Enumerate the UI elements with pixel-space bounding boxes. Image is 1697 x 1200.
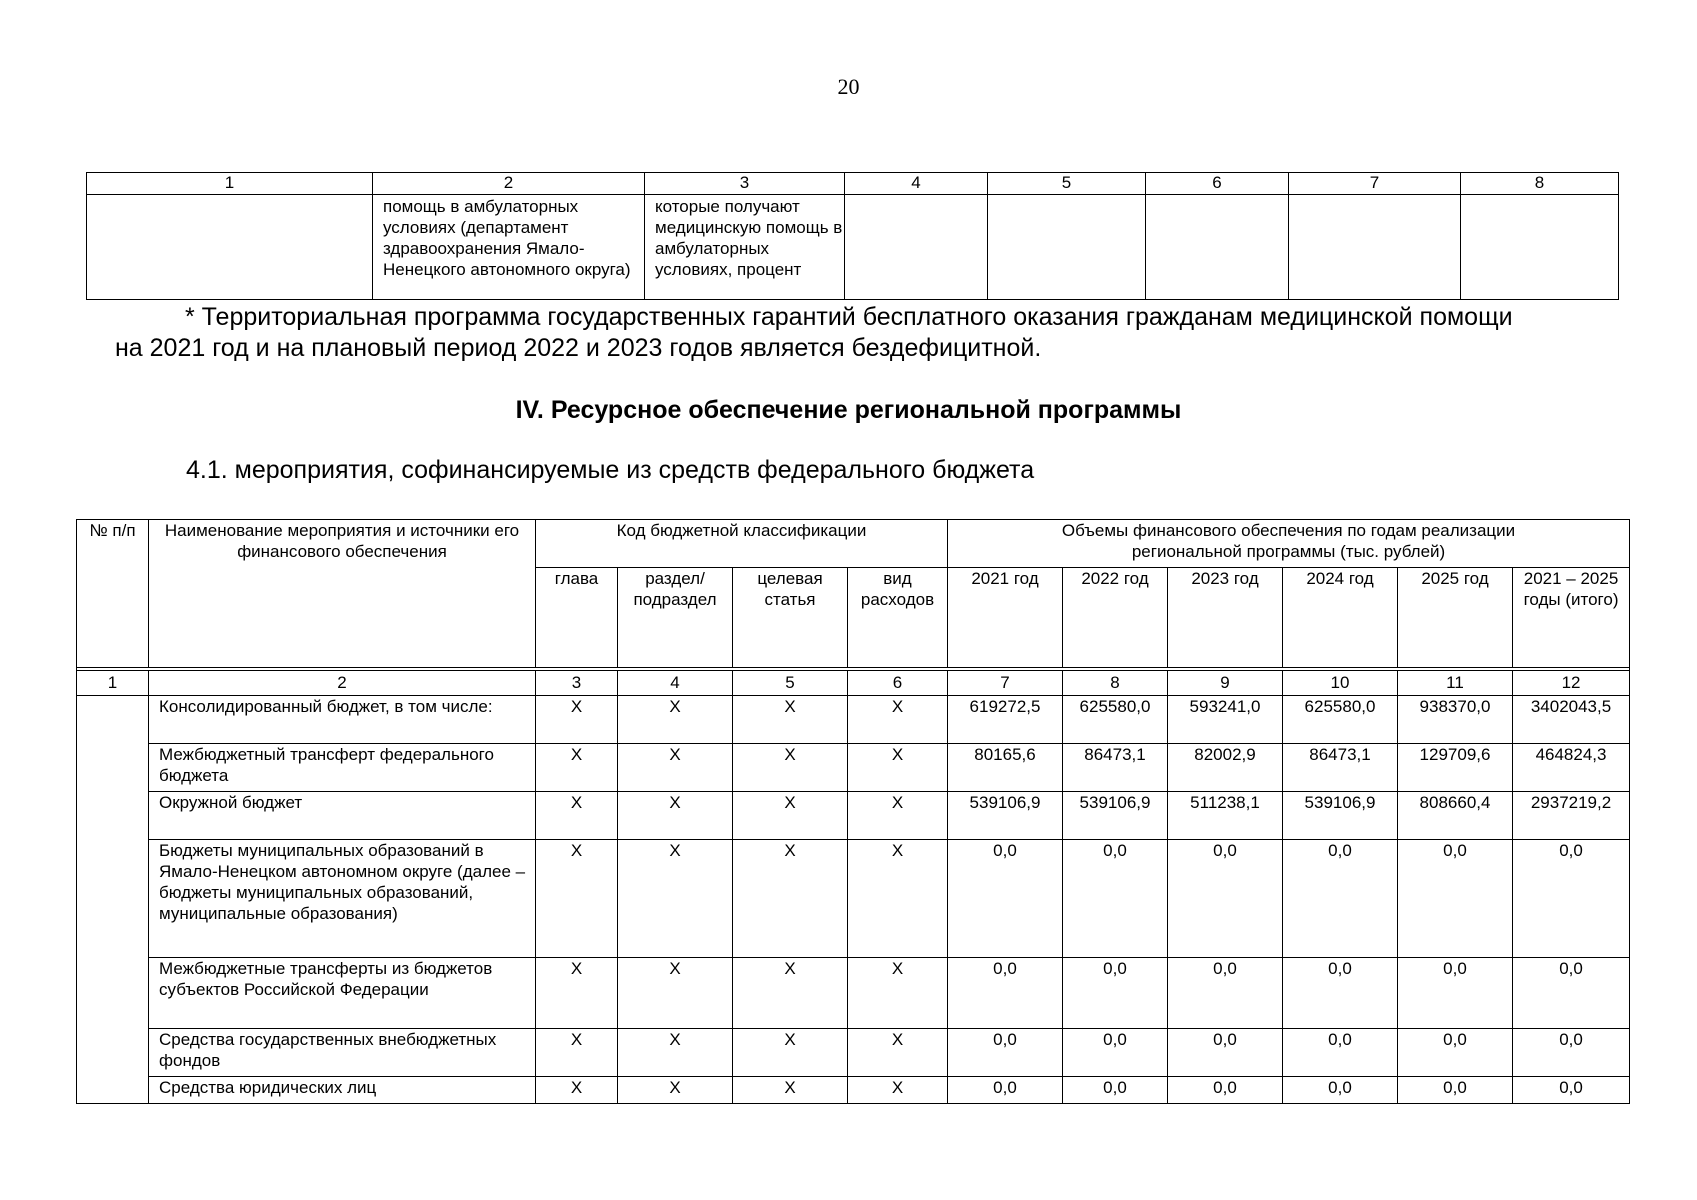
page-number: 20 — [837, 74, 860, 99]
continuation-header-cell: 1 — [87, 173, 373, 195]
continuation-header-cell: 5 — [988, 173, 1146, 195]
value-total-cell: 0,0 — [1513, 1029, 1630, 1077]
continuation-cell-responsible: помощь в амбулаторных условиях (департамент здравоохранения Ямало-Ненецкого автономного округа) — [373, 195, 645, 300]
table-row — [77, 696, 1630, 744]
header-row-1 — [77, 520, 1630, 568]
source-name-cell: Консолидированный бюджет, в том числе: — [149, 696, 536, 744]
value-2021-cell: 80165,6 — [948, 744, 1063, 792]
glava-cell: Х — [536, 840, 618, 958]
value-total-cell: 464824,3 — [1513, 744, 1630, 792]
table-row — [77, 792, 1630, 840]
glava-cell: Х — [536, 1077, 618, 1104]
footnote-line-2: на 2021 год и на плановый период 2022 и 2023 годов является бездефицитной. — [115, 334, 1042, 362]
celevaya-cell: Х — [733, 744, 848, 792]
value-2022-cell: 0,0 — [1063, 840, 1168, 958]
vid-cell: Х — [848, 1077, 948, 1104]
footnote — [115, 302, 1615, 364]
razdel-cell: Х — [618, 744, 733, 792]
value-2021-cell: 0,0 — [948, 840, 1063, 958]
table-row — [77, 958, 1630, 1029]
header-2024: 2024 год — [1283, 567, 1398, 667]
column-number: 1 — [77, 671, 149, 696]
column-number: 7 — [948, 671, 1063, 696]
source-name-cell: Средства государственных внебюджетных фондов — [149, 1029, 536, 1077]
column-number-row — [77, 671, 1630, 696]
value-2023-cell: 0,0 — [1168, 840, 1283, 958]
continuation-table — [86, 172, 1619, 300]
column-number: 4 — [618, 671, 733, 696]
value-2024-cell: 86473,1 — [1283, 744, 1398, 792]
razdel-cell: Х — [618, 792, 733, 840]
value-2025-cell: 938370,0 — [1398, 696, 1513, 744]
source-name-cell: Средства юридических лиц — [149, 1077, 536, 1104]
razdel-cell: Х — [618, 696, 733, 744]
table-row — [77, 840, 1630, 958]
column-number: 3 — [536, 671, 618, 696]
row-number-cell — [77, 696, 149, 1104]
table-row — [77, 744, 1630, 792]
value-2023-cell: 0,0 — [1168, 958, 1283, 1029]
value-2022-cell: 0,0 — [1063, 1077, 1168, 1104]
celevaya-cell: Х — [733, 958, 848, 1029]
razdel-cell: Х — [618, 1077, 733, 1104]
value-total-cell: 0,0 — [1513, 1077, 1630, 1104]
value-2025-cell: 0,0 — [1398, 1077, 1513, 1104]
value-2024-cell: 539106,9 — [1283, 792, 1398, 840]
value-2022-cell: 0,0 — [1063, 1029, 1168, 1077]
value-2022-cell: 539106,9 — [1063, 792, 1168, 840]
value-2021-cell: 0,0 — [948, 1029, 1063, 1077]
value-2021-cell: 0,0 — [948, 958, 1063, 1029]
celevaya-cell: Х — [733, 1077, 848, 1104]
celevaya-cell: Х — [733, 1029, 848, 1077]
value-2023-cell: 0,0 — [1168, 1077, 1283, 1104]
value-2024-cell: 0,0 — [1283, 1077, 1398, 1104]
column-number: 10 — [1283, 671, 1398, 696]
value-2025-cell: 808660,4 — [1398, 792, 1513, 840]
value-total-cell: 0,0 — [1513, 958, 1630, 1029]
value-2024-cell: 0,0 — [1283, 958, 1398, 1029]
value-2022-cell: 86473,1 — [1063, 744, 1168, 792]
razdel-cell: Х — [618, 1029, 733, 1077]
source-name-cell: Межбюджетные трансферты из бюджетов субъектов Российской Федерации — [149, 958, 536, 1029]
value-2022-cell: 625580,0 — [1063, 696, 1168, 744]
value-2021-cell: 539106,9 — [948, 792, 1063, 840]
value-2024-cell: 625580,0 — [1283, 696, 1398, 744]
razdel-cell: Х — [618, 840, 733, 958]
continuation-header-cell: 3 — [645, 173, 845, 195]
header-num: № п/п — [77, 520, 149, 668]
celevaya-cell: Х — [733, 792, 848, 840]
column-number: 5 — [733, 671, 848, 696]
continuation-header-cell: 8 — [1461, 173, 1619, 195]
value-2023-cell: 593241,0 — [1168, 696, 1283, 744]
value-2023-cell: 0,0 — [1168, 1029, 1283, 1077]
header-kbk: Код бюджетной классификации — [536, 520, 948, 568]
column-number: 6 — [848, 671, 948, 696]
vid-cell: Х — [848, 792, 948, 840]
value-2024-cell: 0,0 — [1283, 840, 1398, 958]
continuation-header-cell: 7 — [1289, 173, 1461, 195]
source-name-cell: Бюджеты муниципальных образований в Ямало-Ненецком автономном округе (далее – бюджеты муниципальных образований, муниципальные образования) — [149, 840, 536, 958]
value-2025-cell: 0,0 — [1398, 840, 1513, 958]
glava-cell: Х — [536, 792, 618, 840]
continuation-cell-empty — [988, 195, 1146, 300]
continuation-cell-empty — [1461, 195, 1619, 300]
value-2025-cell: 0,0 — [1398, 1029, 1513, 1077]
value-2025-cell: 0,0 — [1398, 958, 1513, 1029]
header-razdel: раздел/ подраздел — [618, 567, 733, 667]
section-title: IV. Ресурсное обеспечение региональной программы — [515, 396, 1182, 424]
continuation-cell-empty — [1289, 195, 1461, 300]
header-2022: 2022 год — [1063, 567, 1168, 667]
footnote-line-1: * Территориальная программа государственных гарантий бесплатного оказания гражданам медицинской помощи — [185, 303, 1513, 331]
vid-cell: Х — [848, 696, 948, 744]
continuation-header-cell: 2 — [373, 173, 645, 195]
column-number: 12 — [1513, 671, 1630, 696]
header-2025: 2025 год — [1398, 567, 1513, 667]
value-2023-cell: 82002,9 — [1168, 744, 1283, 792]
value-2023-cell: 511238,1 — [1168, 792, 1283, 840]
column-number: 8 — [1063, 671, 1168, 696]
column-number: 9 — [1168, 671, 1283, 696]
vid-cell: Х — [848, 958, 948, 1029]
value-2021-cell: 619272,5 — [948, 696, 1063, 744]
resource-table — [76, 519, 1630, 1104]
source-name-cell: Межбюджетный трансферт федерального бюджета — [149, 744, 536, 792]
value-2022-cell: 0,0 — [1063, 958, 1168, 1029]
continuation-header-cell: 6 — [1146, 173, 1289, 195]
header-name: Наименование мероприятия и источники его финансового обеспечения — [149, 520, 536, 668]
glava-cell: Х — [536, 1029, 618, 1077]
vid-cell: Х — [848, 840, 948, 958]
value-2024-cell: 0,0 — [1283, 1029, 1398, 1077]
header-2023: 2023 год — [1168, 567, 1283, 667]
header-vid: вид расходов — [848, 567, 948, 667]
value-total-cell: 3402043,5 — [1513, 696, 1630, 744]
continuation-cell-empty — [1146, 195, 1289, 300]
table-row — [77, 1029, 1630, 1077]
vid-cell: Х — [848, 1029, 948, 1077]
continuation-cell-indicator: которые получают медицинскую помощь в амбулаторных условиях, процент — [645, 195, 845, 300]
value-total-cell: 2937219,2 — [1513, 792, 1630, 840]
value-2021-cell: 0,0 — [948, 1077, 1063, 1104]
continuation-cell-empty — [87, 195, 373, 300]
data-rows — [77, 696, 1630, 1104]
continuation-cell-empty — [845, 195, 988, 300]
header-2021: 2021 год — [948, 567, 1063, 667]
subsection-title: 4.1. мероприятия, софинансируемые из средств федерального бюджета — [186, 456, 1035, 484]
continuation-header-row — [87, 173, 1619, 195]
table-row — [77, 1077, 1630, 1104]
column-number: 2 — [149, 671, 536, 696]
glava-cell: Х — [536, 744, 618, 792]
razdel-cell: Х — [618, 958, 733, 1029]
header-volumes: Объемы финансового обеспечения по годам реализации региональной программы (тыс. рублей) — [948, 520, 1630, 568]
continuation-header-cell: 4 — [845, 173, 988, 195]
value-2025-cell: 129709,6 — [1398, 744, 1513, 792]
value-total-cell: 0,0 — [1513, 840, 1630, 958]
column-number: 11 — [1398, 671, 1513, 696]
glava-cell: Х — [536, 696, 618, 744]
header-glava: глава — [536, 567, 618, 667]
header-total: 2021 – 2025 годы (итого) — [1513, 567, 1630, 667]
vid-cell: Х — [848, 744, 948, 792]
continuation-row — [87, 195, 1619, 300]
header-celevaya: целевая статья — [733, 567, 848, 667]
source-name-cell: Окружной бюджет — [149, 792, 536, 840]
celevaya-cell: Х — [733, 696, 848, 744]
glava-cell: Х — [536, 958, 618, 1029]
celevaya-cell: Х — [733, 840, 848, 958]
